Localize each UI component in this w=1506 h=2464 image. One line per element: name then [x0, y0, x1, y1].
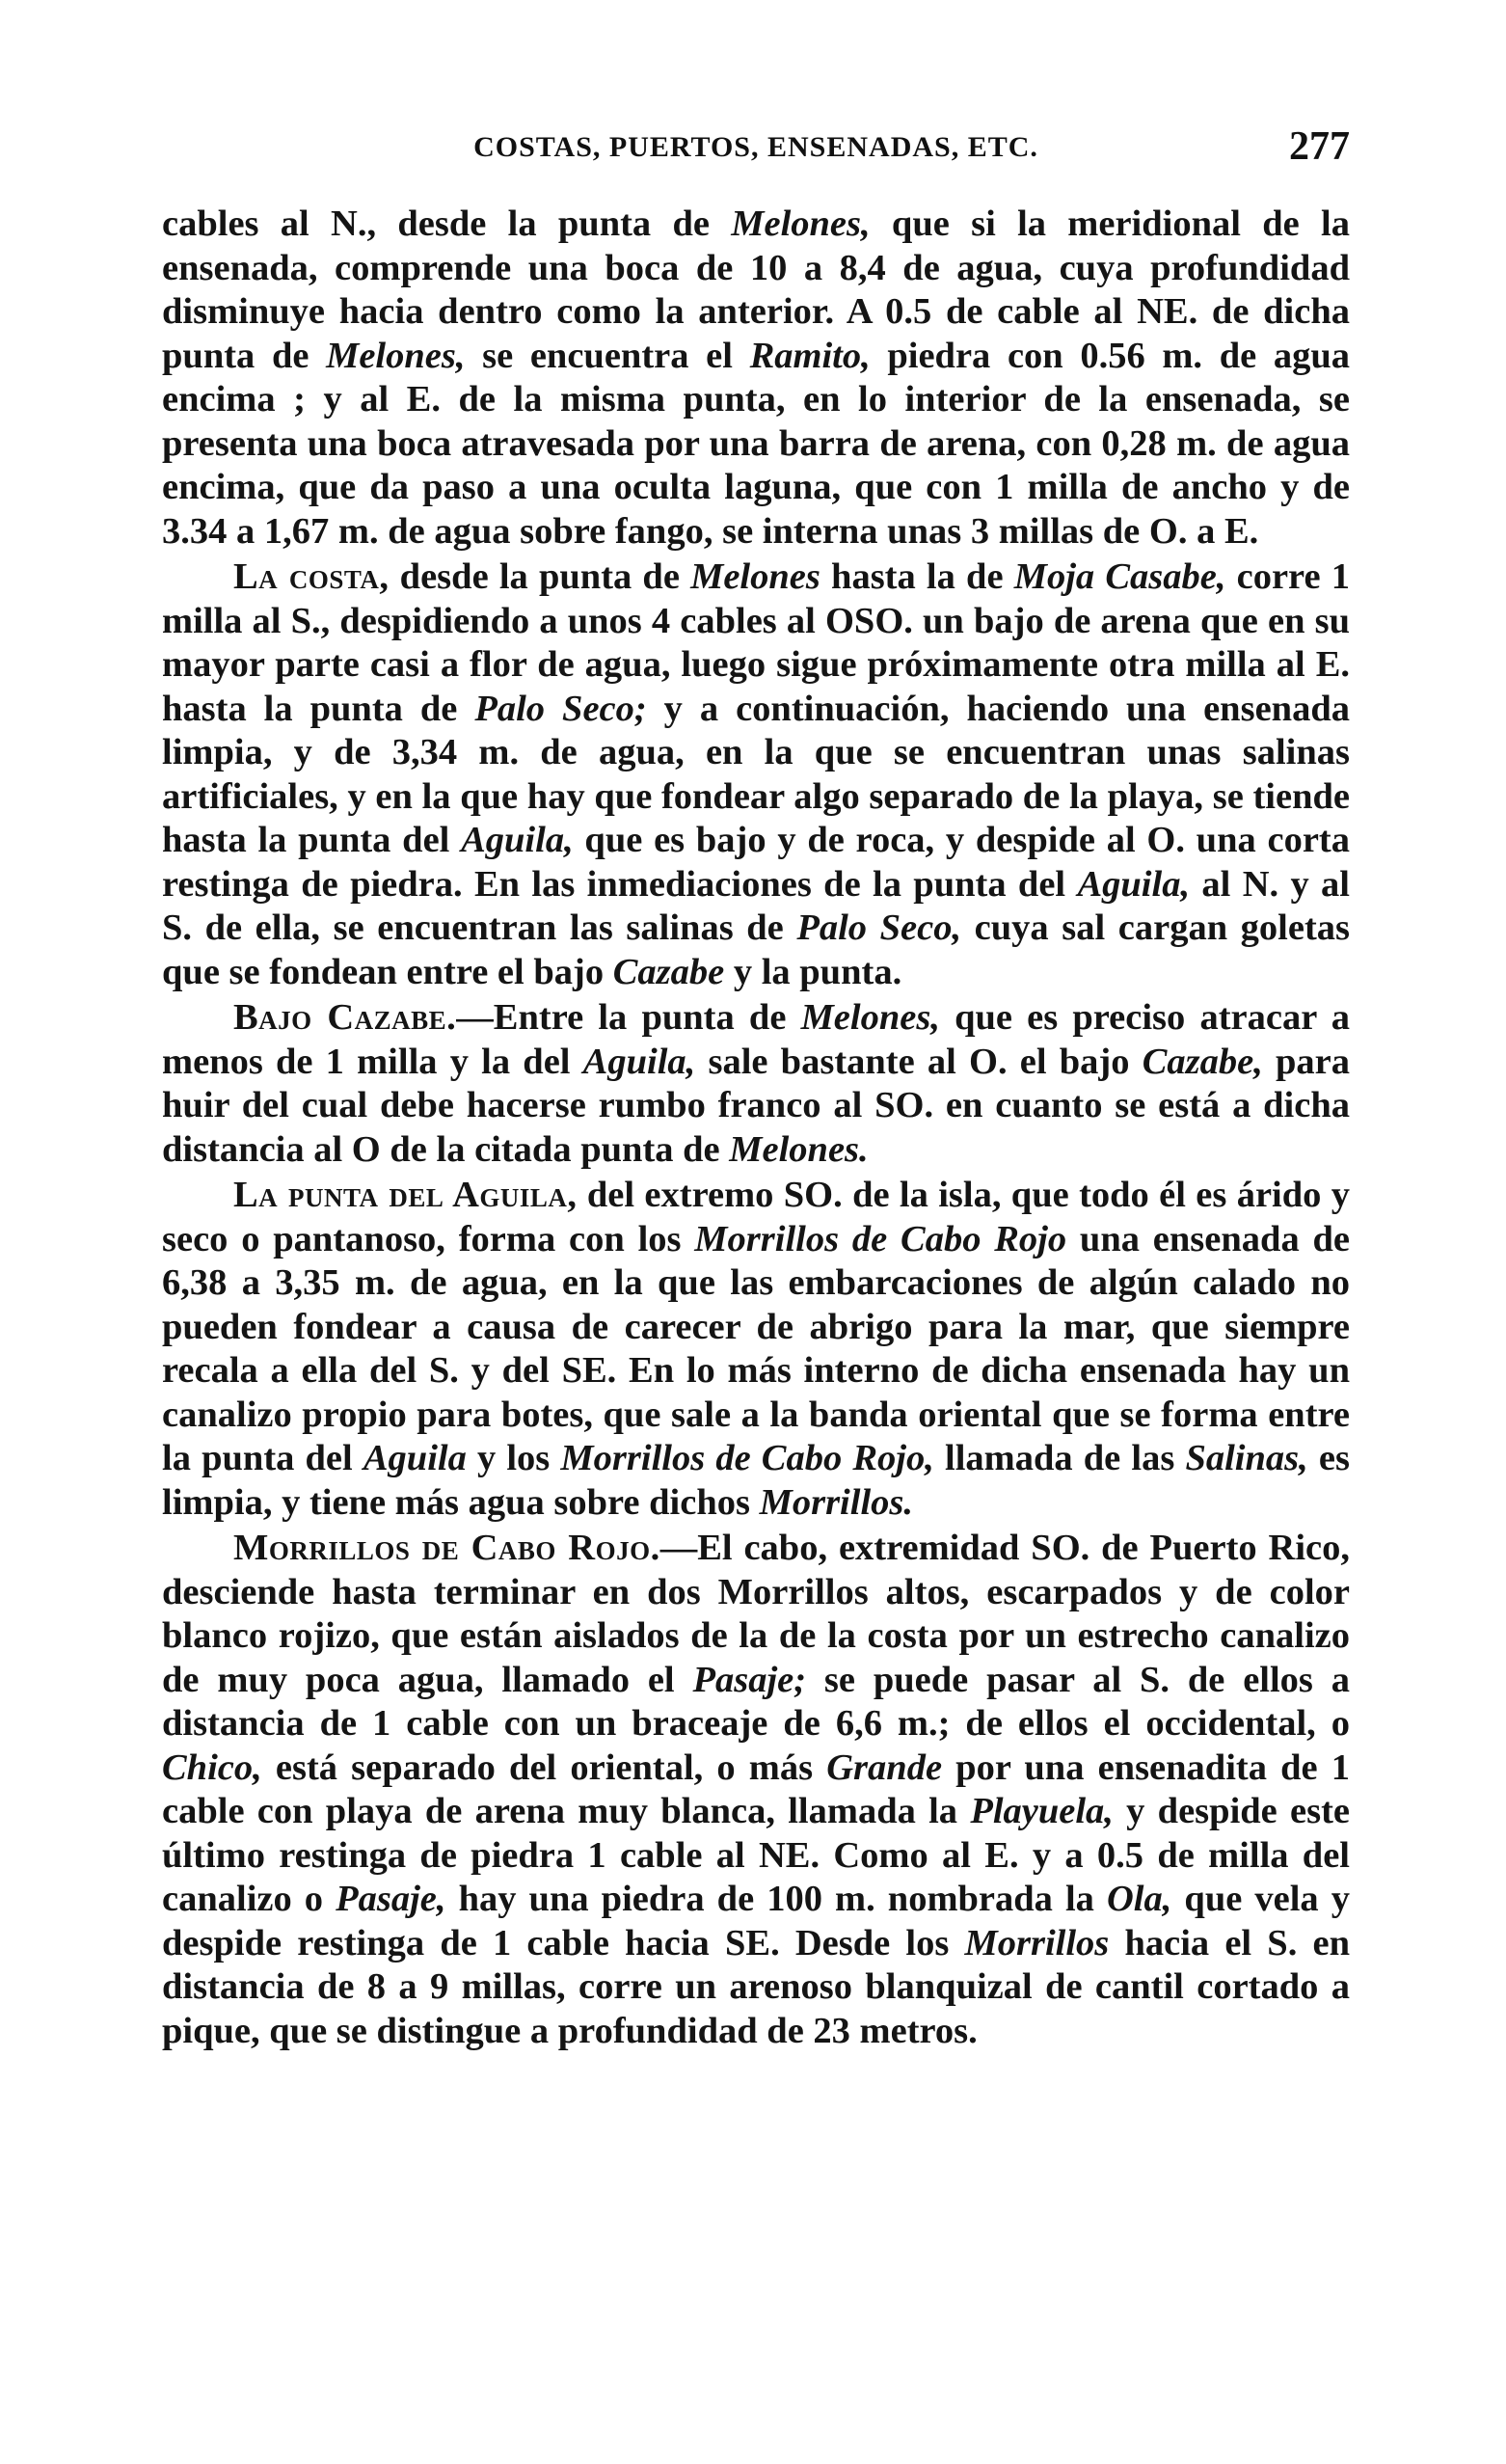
paragraph-morrillos	[162, 1527, 1350, 2053]
place-name: Aguila,	[461, 820, 574, 860]
section-heading: Morrillos de Cabo Rojo.	[233, 1528, 660, 1568]
place-name: Grande	[826, 1746, 943, 1788]
text-run: —Entre la punta de	[456, 997, 801, 1038]
text-run: y los	[466, 1438, 561, 1478]
text-run: una ensenada de 6,38 a 3,35 m. de agua, en la que las embarcaciones de algún calado no pueden fondear a causa de carecer de abrigo para la mar, que siempre recala a ella del S. y del SE. En lo más interno de dicha ensenada hay un canalizo propio para botes, que sale a la banda oriental que se forma entre la punta del	[162, 1218, 1350, 1478]
text-run: cuya sal cargan goletas que se fondean entre el bajo	[162, 907, 1351, 992]
place-name: Melones,	[731, 203, 871, 244]
place-name: Morrillos.	[759, 1481, 914, 1523]
section-heading: La punta del Aguila,	[233, 1175, 578, 1215]
place-name: Melones	[690, 556, 820, 597]
place-name: Melones.	[729, 1128, 869, 1170]
text-run: y a continuación, haciendo una ensenada limpia, y de 3,34 m. de agua, en la que se encuentran unas salinas artificiales, y en la que hay que fondear algo separado de la playa, se tiende hasta la punta del	[162, 688, 1350, 860]
place-name: Melones,	[800, 997, 940, 1038]
text-run: desde la punta de	[389, 556, 691, 597]
place-name: Morrillos de Cabo Rojo	[694, 1218, 1067, 1259]
paragraph-punta-del-aguila	[162, 1174, 1350, 1525]
place-name: Playuela,	[970, 1791, 1114, 1831]
paragraph-continuation	[162, 203, 1350, 554]
section-heading: Bajo Cazabe.	[233, 997, 457, 1038]
place-name: Ramito,	[749, 335, 871, 376]
place-name: Aguila	[363, 1438, 467, 1478]
text-run: llamada de las	[933, 1438, 1186, 1478]
place-name: Morrillos	[964, 1922, 1110, 1963]
text-run: es limpia, y tiene más agua sobre dichos	[162, 1438, 1350, 1523]
place-name: Morrillos de Cabo Rojo,	[560, 1438, 934, 1478]
text-run: piedra con 0.56 m. de agua encima ; y al E. de la misma punta, en lo interior de la ensenada, se presenta una boca atravesada por una barra de arena, con 0,28 m. de agua encima, que da paso a una oculta laguna, que con 1 milla de ancho y de 3.34 a 1,67 m. de agua sobre fango, se interna unas 3 millas de O. a E.	[162, 335, 1350, 552]
place-name: Cazabe,	[1142, 1041, 1263, 1082]
text-run: para huir del cual debe hacerse rumbo franco al SO. en cuanto se está a dicha distancia al O de la citada punta de	[162, 1041, 1350, 1170]
body-text	[162, 203, 1350, 2053]
place-name: Palo Seco;	[474, 688, 647, 729]
text-run: se encuentra el	[465, 335, 750, 376]
text-run: cables al N., desde la punta de	[162, 203, 732, 244]
place-name: Aguila,	[582, 1041, 696, 1082]
text-run: se puede pasar al S. de ellos a distancia de 1 cable con un braceaje de 6,6 m.; de ellos el occidental, o	[162, 1659, 1351, 1744]
text-run: por una ensenadita de 1 cable con playa de arena muy blanca, llamada la	[162, 1746, 1350, 1831]
running-head: COSTAS, PUERTOS, ENSENADAS, ETC.	[473, 131, 1038, 163]
place-name: Salinas,	[1185, 1438, 1308, 1478]
place-name: Chico,	[162, 1746, 262, 1788]
place-name: Pasaje;	[692, 1659, 807, 1700]
text-run: —El cabo, extremidad SO. de Puerto Rico, desciende hasta terminar en dos Morrillos altos, escarpados y de color blanco rojizo, que están aislados de la de la costa por un estrecho canalizo de muy poca agua, llamado el	[162, 1528, 1350, 1700]
section-heading: La costa,	[233, 556, 390, 597]
text-run: del extremo SO. de la isla, que todo él es árido y seco o pantanoso, forma con los	[162, 1175, 1350, 1259]
paragraph-bajo-cazabe	[162, 996, 1350, 1172]
text-run: al N. y al S. de ella, se encuentran las salinas de	[162, 863, 1351, 948]
place-name: Palo Seco,	[796, 907, 962, 948]
place-name: Aguila,	[1077, 863, 1191, 905]
text-run: que es preciso atracar a menos de 1 milla y la del	[162, 997, 1350, 1082]
page-number: 277	[1289, 124, 1350, 169]
place-name: Melones,	[326, 335, 466, 376]
place-name: Cazabe	[612, 951, 725, 992]
text-run: hacia el S. en distancia de 8 a 9 millas, corre un arenoso blanquizal de cantil cortado a pique, que se distingue a profundidad de 23 metros.	[162, 1922, 1350, 2051]
text-run: y despide este último restinga de piedra 1 cable al NE. Como al E. y a 0.5 de milla del canalizo o	[162, 1791, 1351, 1919]
text-run: hasta la de	[820, 556, 1014, 597]
page-header	[162, 123, 1350, 181]
text-run: que es bajo y de roca, y despide al O. una corta restinga de piedra. En las inmediaciones de la punta del	[162, 820, 1350, 905]
text-run: sale bastante al O. el bajo	[695, 1041, 1143, 1082]
text-run: que vela y despide restinga de 1 cable hacia SE. Desde los	[162, 1879, 1350, 1963]
text-run: y la punta.	[724, 951, 902, 992]
place-name: Moja Casabe,	[1013, 556, 1226, 597]
paragraph-la-costa	[162, 555, 1350, 994]
place-name: Ola,	[1107, 1879, 1172, 1919]
text-run: corre 1 milla al S., despidiendo a unos 4 cables al OSO. un bajo de arena que en su mayor parte casi a flor de agua, luego sigue próximamente otra milla al E. hasta la punta de	[162, 556, 1350, 729]
text-run: está separado del oriental, o más	[261, 1746, 827, 1788]
text-run: hay una piedra de 100 m. nombrada la	[445, 1879, 1107, 1919]
text-run: que si la meridional de la ensenada, comprende una boca de 10 a 8,4 de agua, cuya profundidad disminuye hacia dentro como la anterior. A 0.5 de cable al NE. de dicha punta de	[162, 203, 1350, 376]
place-name: Pasaje,	[336, 1879, 446, 1919]
